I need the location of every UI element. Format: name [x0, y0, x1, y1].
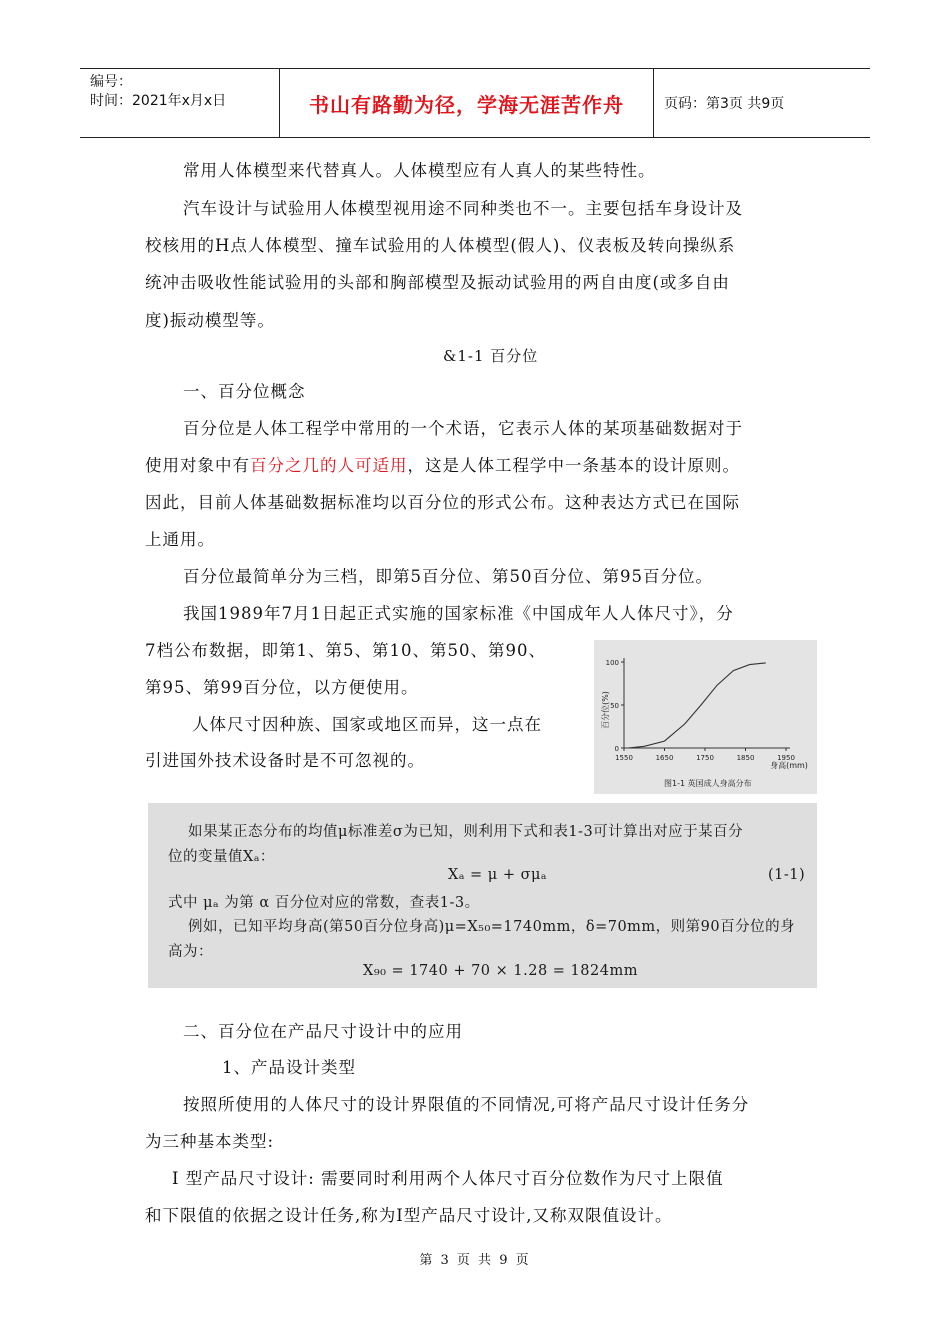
section-title: &1-1 百分位: [443, 347, 539, 365]
body-line: 上通用。: [145, 530, 215, 549]
heading-1: 一、百分位概念: [183, 382, 306, 401]
header-page-number: 页码：第3页 共9页: [664, 96, 785, 112]
body-line: 引进国外技术设备时是不可忽视的。: [145, 751, 425, 770]
body-line: 常用人体模型来代替真人。人体模型应有人真人的某些特性。: [183, 161, 656, 180]
chart-y-tick-label: 100: [605, 659, 619, 667]
body-line: [145, 455, 740, 477]
chart-x-tick-label: 1850: [736, 754, 755, 762]
body-line: 第95、第99百分位，以方便使用。: [145, 678, 419, 697]
body-line: 统冲击吸收性能试验用的头部和胸部模型及振动试验用的两自由度(或多自由: [145, 273, 730, 292]
scan-line: 式中 μₐ 为第 α 百分位对应的常数，查表1-3。: [168, 895, 480, 911]
chart-y-label: 百分位(%): [601, 691, 610, 729]
body-line: 百分位是人体工程学中常用的一个术语，它表示人体的某项基础数据对于: [183, 419, 743, 438]
formula-number: (1-1): [768, 867, 806, 883]
chart-x-tick-label: 1950: [777, 754, 795, 762]
body-line: 7档公布数据，即第1、第5、第10、第50、第90、: [145, 641, 546, 660]
document-number-label: 编号：: [90, 74, 132, 90]
scan-line: 例如，已知平均身高(第50百分位身高)μ=X₅₀=1740mm，δ=70mm，则第90百分位的身: [188, 919, 796, 935]
body-line: 按照所使用的人体尺寸的设计界限值的不同情况,可将产品尺寸设计任务分: [183, 1095, 750, 1114]
body-line: 汽车设计与试验用人体模型视用途不同种类也不一。主要包括车身设计及: [183, 199, 743, 218]
scanned-formula-block: [148, 803, 817, 988]
heading-2: 二、百分位在产品尺寸设计中的应用: [183, 1022, 463, 1041]
scan-line: 高为：: [168, 944, 213, 960]
body-line: 百分位最简单分为三档，即第5百分位、第50百分位、第95百分位。: [183, 567, 713, 586]
figure-height-distribution: [594, 640, 817, 794]
scan-line: 如果某正态分布的均值μ标准差σ为已知，则利用下式和表1-3可计算出对应于某百分: [188, 824, 744, 840]
heading-2-1: 1、产品设计类型: [222, 1058, 356, 1077]
chart-x-tick-label: 1650: [655, 754, 674, 762]
chart-y-tick-label: 50: [610, 702, 619, 710]
page-header: [80, 68, 870, 138]
chart-x-label: 身高(mm): [770, 761, 808, 770]
highlighted-text: 百分之几的人可适用: [250, 456, 408, 475]
body-line: 我国1989年7月1日起正式实施的国家标准《中国成年人人体尺寸》，分: [183, 604, 734, 623]
chart-axes: [606, 658, 795, 762]
header-meta: [80, 69, 280, 137]
chart-caption: 图1-1 英国成人身高分布: [664, 779, 752, 788]
chart-svg: [594, 640, 817, 794]
header-motto: 书山有路勤为径，学海无涯苦作舟: [280, 69, 654, 137]
body-text: ，这是人体工程学中一条基本的设计原则。: [407, 456, 740, 475]
chart-series-line: [628, 663, 766, 748]
body-line: 因此，目前人体基础数据标准均以百分位的形式公布。这种表达方式已在国际: [145, 493, 740, 512]
chart-x-tick-label: 1550: [615, 754, 633, 762]
chart-y-tick-label: 0: [614, 745, 619, 753]
body-line: 度)振动模型等。: [145, 311, 275, 330]
body-line: Ⅰ 型产品尺寸设计: 需要同时利用两个人体尺寸百分位数作为尺寸上限值: [172, 1169, 724, 1188]
formula-1-1: Xₐ = μ + σμₐ: [448, 867, 547, 883]
document-date-label: 时间：2021年x月x日: [90, 93, 227, 109]
body-line: 和下限值的依据之设计任务,称为Ⅰ型产品尺寸设计,又称双限值设计。: [145, 1206, 673, 1225]
body-line: 为三种基本类型:: [145, 1132, 275, 1151]
body-line: 校核用的H点人体模型、撞车试验用的人体模型(假人)、仪表板及转向操纵系: [145, 236, 736, 255]
chart-x-tick-label: 1750: [696, 754, 714, 762]
body-text: 使用对象中有: [145, 456, 250, 475]
page-footer: 第 3 页 共 9 页: [419, 1253, 531, 1268]
formula-example: X₉₀ = 1740 + 70 × 1.28 = 1824mm: [363, 963, 638, 979]
chart-marks: [628, 663, 766, 748]
scan-line: 位的变量值Xₐ：: [168, 849, 275, 865]
body-line: 人体尺寸因种族、国家或地区而异，这一点在: [192, 715, 542, 734]
